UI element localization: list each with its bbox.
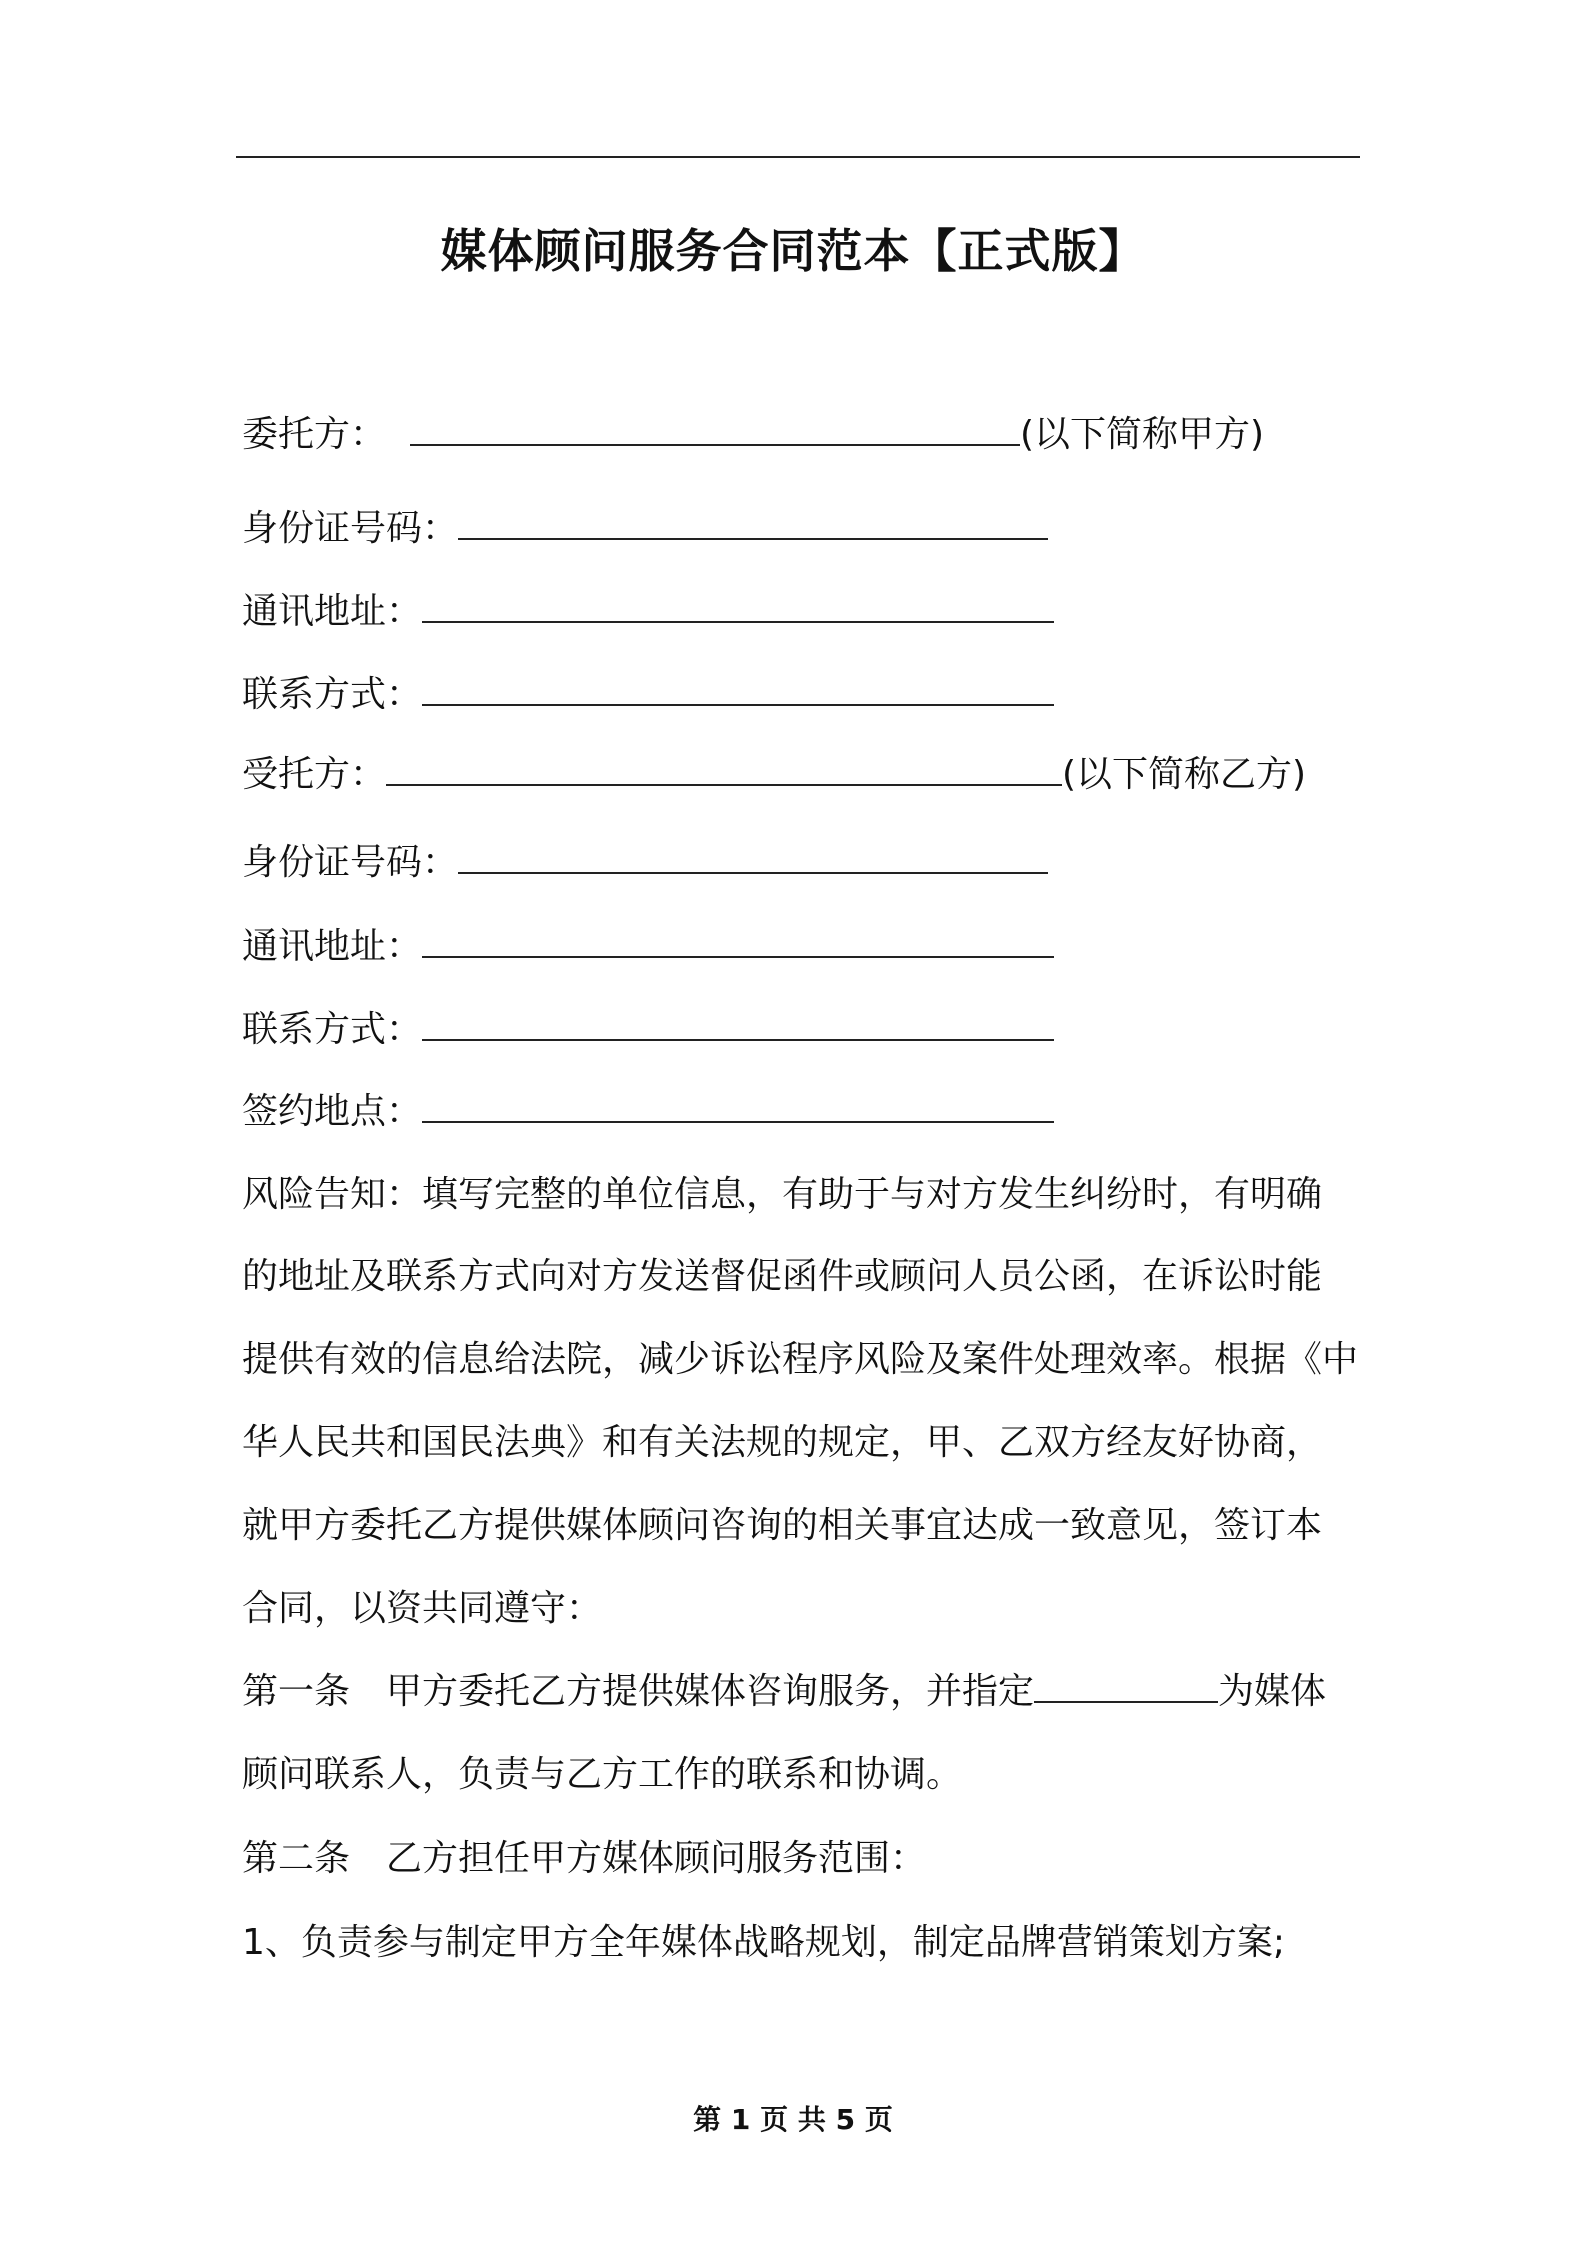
- risk-notice-line: 就甲方委托乙方提供媒体顾问咨询的相关事宜达成一致意见，签订本: [242, 1505, 1323, 1546]
- risk-notice-line: 提供有效的信息给法院，减少诉讼程序风险及案件处理效率。根据《中: [242, 1339, 1359, 1380]
- trustee-blank[interactable]: [386, 750, 1062, 786]
- trustee-label: 受托方：: [242, 754, 387, 795]
- article-1-line-2: 顾问联系人，负责与乙方工作的联系和协调。: [242, 1754, 963, 1795]
- article-1: [242, 1667, 1358, 1717]
- article-1-head: 第一条 甲方委托乙方提供媒体咨询服务，并指定: [242, 1671, 1035, 1712]
- document-title: 媒体顾问服务合同范本【正式版】: [440, 224, 1146, 278]
- risk-notice-line: 风险告知：填写完整的单位信息，有助于与对方发生纠纷时，有明确: [242, 1174, 1323, 1215]
- client-address-blank[interactable]: [422, 587, 1054, 623]
- article-1-tail: 为媒体: [1218, 1671, 1327, 1712]
- risk-notice-line: 的地址及联系方式向对方发送督促函件或顾问人员公函，在诉讼时能: [242, 1256, 1323, 1297]
- trustee-contact-label: 联系方式：: [242, 1009, 423, 1050]
- article-2-item-1: 1、负责参与制定甲方全年媒体战略规划，制定品牌营销策划方案;: [242, 1922, 1286, 1963]
- client-id-field: [242, 504, 1048, 554]
- client-field: [242, 410, 1264, 460]
- risk-notice-line: 合同，以资共同遵守：: [242, 1588, 603, 1629]
- contact-person-blank[interactable]: [1034, 1667, 1218, 1703]
- trustee-field: [242, 750, 1306, 800]
- signing-place-label: 签约地点：: [242, 1091, 423, 1132]
- trustee-id-blank[interactable]: [458, 838, 1048, 874]
- signing-place-blank[interactable]: [422, 1087, 1054, 1123]
- trustee-contact-blank[interactable]: [422, 1005, 1054, 1041]
- trustee-address-label: 通讯地址：: [242, 926, 423, 967]
- client-suffix: (以下简称甲方): [1020, 414, 1265, 455]
- client-label: 委托方：: [242, 414, 387, 455]
- client-contact-field: [242, 670, 1054, 720]
- client-address-field: [242, 587, 1054, 637]
- trustee-id-field: [242, 838, 1048, 888]
- article-2: 第二条 乙方担任甲方媒体顾问服务范围：: [242, 1838, 927, 1879]
- trustee-suffix: (以下简称乙方): [1062, 754, 1307, 795]
- trustee-id-label: 身份证号码：: [242, 842, 459, 883]
- client-blank[interactable]: [410, 410, 1020, 446]
- risk-notice-line: 华人民共和国民法典》和有关法规的规定，甲、乙双方经友好协商，: [242, 1422, 1323, 1463]
- client-address-label: 通讯地址：: [242, 591, 423, 632]
- signing-place-field: [242, 1087, 1054, 1137]
- client-id-blank[interactable]: [458, 504, 1048, 540]
- client-contact-label: 联系方式：: [242, 674, 423, 715]
- header-rule: [236, 156, 1360, 158]
- trustee-address-field: [242, 922, 1054, 972]
- trustee-address-blank[interactable]: [422, 922, 1054, 958]
- client-contact-blank[interactable]: [422, 670, 1054, 706]
- client-id-label: 身份证号码：: [242, 508, 459, 549]
- page-footer: 第 1 页 共 5 页: [693, 2103, 893, 2136]
- trustee-contact-field: [242, 1005, 1054, 1055]
